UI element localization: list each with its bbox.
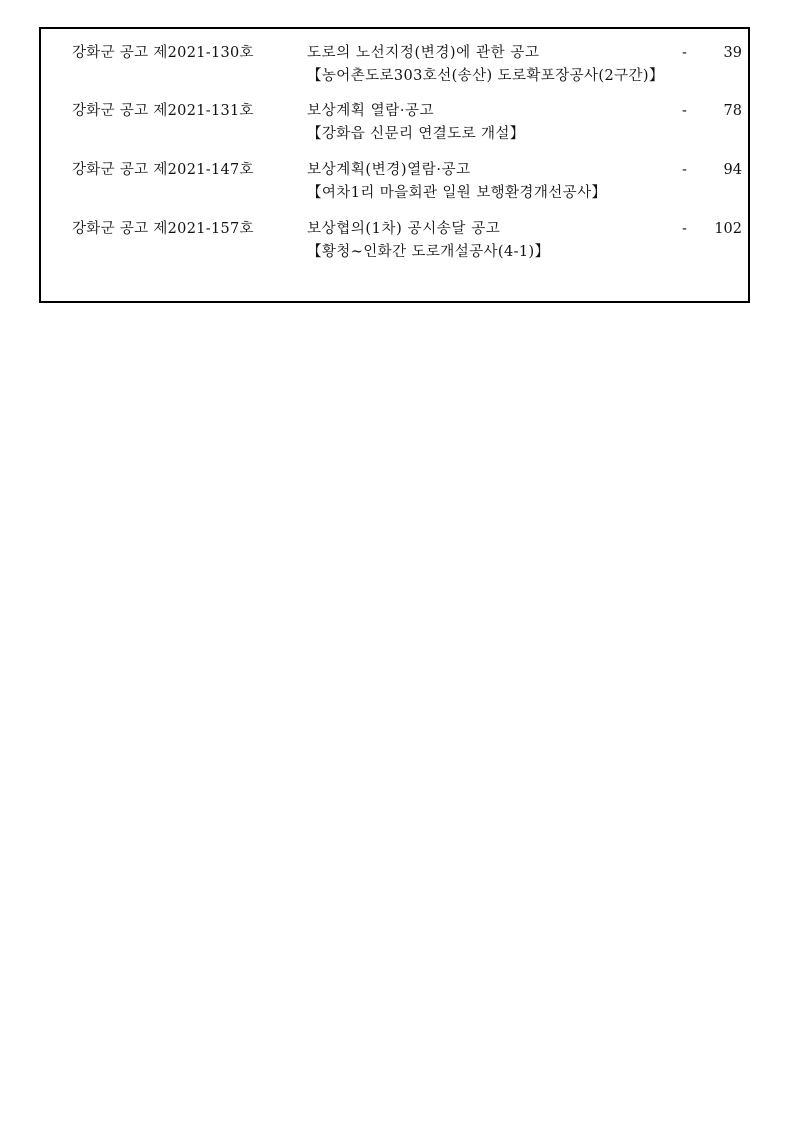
notice-number: 강화군 공고 제2021-131호: [72, 103, 254, 119]
page-number: 78: [723, 103, 742, 119]
page-number: 39: [723, 45, 742, 61]
page-number: 94: [723, 162, 742, 178]
page-dash: -: [682, 103, 687, 119]
notice-project: 【황청~인화간 도로개설공사(4-1)】: [307, 244, 550, 260]
notice-project: 【강화읍 신문리 연결도로 개설】: [307, 126, 525, 142]
page-dash: -: [682, 45, 687, 61]
toc-entry[interactable]: [41, 43, 748, 93]
notice-title: 보상계획(변경)열람·공고: [307, 162, 471, 178]
toc-entry[interactable]: [41, 101, 748, 151]
page-reference: [682, 43, 742, 63]
notice-title: 도로의 노선지정(변경)에 관한 공고: [307, 45, 540, 61]
notice-title: 보상협의(1차) 공시송달 공고: [307, 221, 501, 237]
notice-number: 강화군 공고 제2021-130호: [72, 45, 254, 61]
notice-number: 강화군 공고 제2021-147호: [72, 162, 254, 178]
page-reference: [682, 219, 742, 239]
notice-project: 【농어촌도로303호선(송산) 도로확포장공사(2구간)】: [307, 68, 664, 84]
page-number: 102: [714, 221, 742, 237]
page-dash: -: [682, 221, 687, 237]
page-dash: -: [682, 162, 687, 178]
toc-entry[interactable]: [41, 219, 748, 269]
notice-title: 보상계획 열람·공고: [307, 103, 435, 119]
toc-entry[interactable]: [41, 160, 748, 210]
notice-project: 【여차1리 마을회관 일원 보행환경개선공사】: [307, 185, 607, 201]
table-of-contents-box: [39, 27, 750, 303]
page-reference: [682, 101, 742, 121]
page-reference: [682, 160, 742, 180]
notice-number: 강화군 공고 제2021-157호: [72, 221, 254, 237]
